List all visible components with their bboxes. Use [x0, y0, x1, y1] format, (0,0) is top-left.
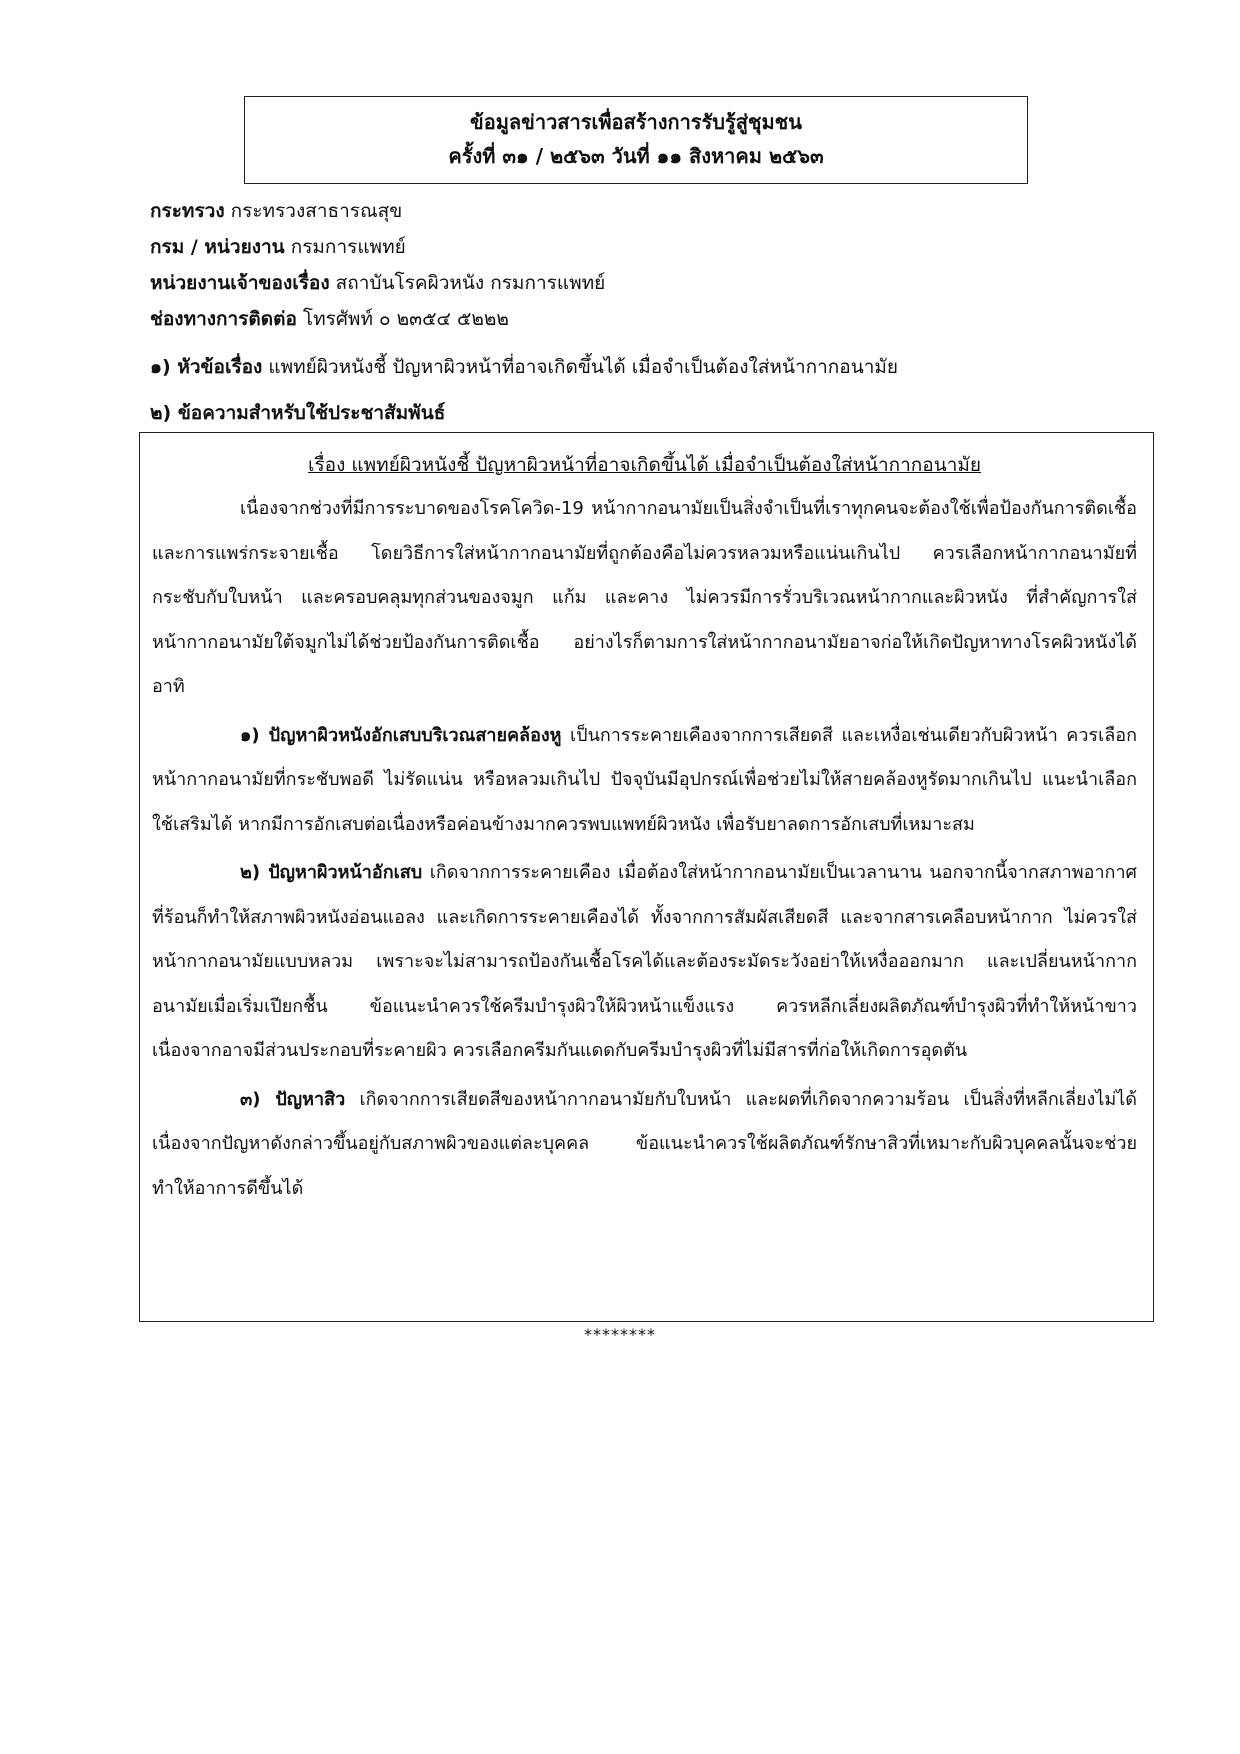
meta-department-value: กรมการแพทย์: [290, 236, 406, 258]
content-item-2-heading: ๒) ปัญหาผิวหน้าอักเสบ: [240, 862, 423, 883]
header-title: ข้อมูลข่าวสารเพื่อสร้างการรับรู้สู่ชุมชน: [470, 110, 802, 134]
header-issue-date: ครั้งที่ ๓๑ / ๒๕๖๓ วันที่ ๑๑ สิงหาคม ๒๕๖๓: [448, 144, 824, 168]
header-box: [244, 96, 1028, 184]
content-title: เรื่อง แพทย์ผิวหนังชี้ ปัญหาผิวหน้าที่อาจเกิดขึ้นได้ เมื่อจำเป็นต้องใส่หน้ากากอนามัย: [307, 454, 982, 476]
meta-contact: [150, 301, 1150, 337]
content-item-1-heading: ๑) ปัญหาผิวหนังอักเสบบริเวณสายคล้องหู: [240, 724, 562, 746]
section-pr-label: ๒) ข้อความสำหรับใช้ประชาสัมพันธ์: [150, 402, 446, 424]
meta-contact-label: ช่องทางการติดต่อ: [150, 308, 297, 330]
section-topic-value: แพทย์ผิวหนังชี้ ปัญหาผิวหน้าที่อาจเกิดขึ้นได้ เมื่อจำเป็นต้องใส่หน้ากากอนามัย: [268, 356, 899, 378]
meta-ministry: [150, 193, 1150, 229]
meta-owner-label: หน่วยงานเจ้าของเรื่อง: [150, 272, 330, 294]
meta-owner: [150, 265, 1150, 301]
meta-ministry-value: กระทรวงสาธารณสุข: [230, 200, 403, 222]
meta-ministry-label: กระทรวง: [150, 200, 225, 222]
content-item-2: [152, 851, 1137, 1074]
meta-department-label: กรม / หน่วยงาน: [150, 236, 285, 258]
content-item-3-text: เกิดจากการเสียดสีของหน้ากากอนามัยกับใบหน้า และผดที่เกิดจากความร้อน เป็นสิ่งที่หลีกเลี่ยงไม่ได้ เนื่องจากปัญหาดังกล่าวขึ้นอยู่กับสภาพผิวของแต่ละบุคคล ข้อแนะนำควรใช้ผลิตภัณฑ์รักษาสิวที่เหมาะกับผิวบุคคลนั้นจะช่วยทำให้อาการดีขึ้นได้: [152, 1088, 1137, 1199]
section-topic: [150, 352, 898, 382]
meta-department: [150, 229, 1150, 265]
end-mark: ********: [584, 1325, 656, 1344]
meta-owner-value: สถาบันโรคผิวหนัง กรมการแพทย์: [335, 272, 606, 294]
content-item-1: [152, 714, 1137, 848]
section-topic-label: ๑) หัวข้อเรื่อง: [150, 356, 263, 378]
content-item-2-text: เกิดจากการระคายเคือง เมื่อต้องใส่หน้ากากอนามัยเป็นเวลานาน นอกจากนี้จากสภาพอากาศที่ร้อนก็ทำให้สภาพผิวหนังอ่อนแอลง และเกิดการระคายเคืองได้ ทั้งจากการสัมผัสเสียดสี และจากสารเคลือบหน้ากาก ไม่ควรใส่หน้ากากอนามัยแบบหลวม เพราะจะไม่สามารถป้องกันเชื้อโรคได้และต้องระมัดระวังอย่าให้เหงื่อออกมาก และเปลี่ยนหน้ากากอนามัยเมื่อเริ่มเปียกชื้น ข้อแนะนำควรใช้ครีมบำรุงผิวให้ผิวหน้าแข็งแรง ควรหลีกเลี่ยงผลิตภัณฑ์บำรุงผิวที่ทำให้หน้าขาว เนื่องจากอาจมีส่วนประกอบที่ระคายผิว ควรเลือกครีมกันแดดกับครีมบำรุงผิวที่ไม่มีสารที่ก่อให้เกิดการอุดตัน: [152, 862, 1137, 1061]
content-item-3-heading: ๓) ปัญหาสิว: [240, 1088, 346, 1110]
meta-block: [150, 193, 1150, 337]
content-intro: เนื่องจากช่วงที่มีการระบาดของโรคโควิด-19 หน้ากากอนามัยเป็นสิ่งจำเป็นที่เราทุกคนจะต้องใช้เพื่อป้องกันการติดเชื้อและการแพร่กระจายเชื้อ โดยวิธีการใส่หน้ากากอนามัยที่ถูกต้องคือไม่ควรหลวมหรือแน่นเกินไป ควรเลือกหน้ากากอนามัยที่กระชับกับใบหน้า และครอบคลุมทุกส่วนของจมูก แก้ม และคาง ไม่ควรมีการรั่วบริเวณหน้ากากและผิวหนัง ที่สำคัญการใส่หน้ากากอนามัยใต้จมูกไม่ได้ช่วยป้องกันการติดเชื้อ อย่างไรก็ตามการใส่หน้ากากอนามัยอาจก่อให้เกิดปัญหาทางโรคผิวหนังได้ อาทิ: [152, 498, 1137, 697]
content-item-3: [152, 1078, 1137, 1212]
content-box: [139, 432, 1154, 1322]
meta-contact-value: โทรศัพท์ ๐ ๒๓๕๔ ๕๒๒๒: [302, 308, 509, 330]
section-pr: [150, 398, 445, 428]
content-item-1-text: เป็นการระคายเคืองจากการเสียดสี และเหงื่อเช่นเดียวกับผิวหน้า ควรเลือกหน้ากากอนามัยที่กระชับพอดี ไม่รัดแน่น หรือหลวมเกินไป ปัจจุบันมีอุปกรณ์เพื่อช่วยไม่ให้สายคล้องหูรัดมากเกินไป แนะนำเลือกใช้เสริมได้ หากมีการอักเสบต่อเนื่องหรือค่อนข้างมากควรพบแพทย์ผิวหนัง เพื่อรับยาลดการอักเสบที่เหมาะสม: [152, 724, 1137, 835]
